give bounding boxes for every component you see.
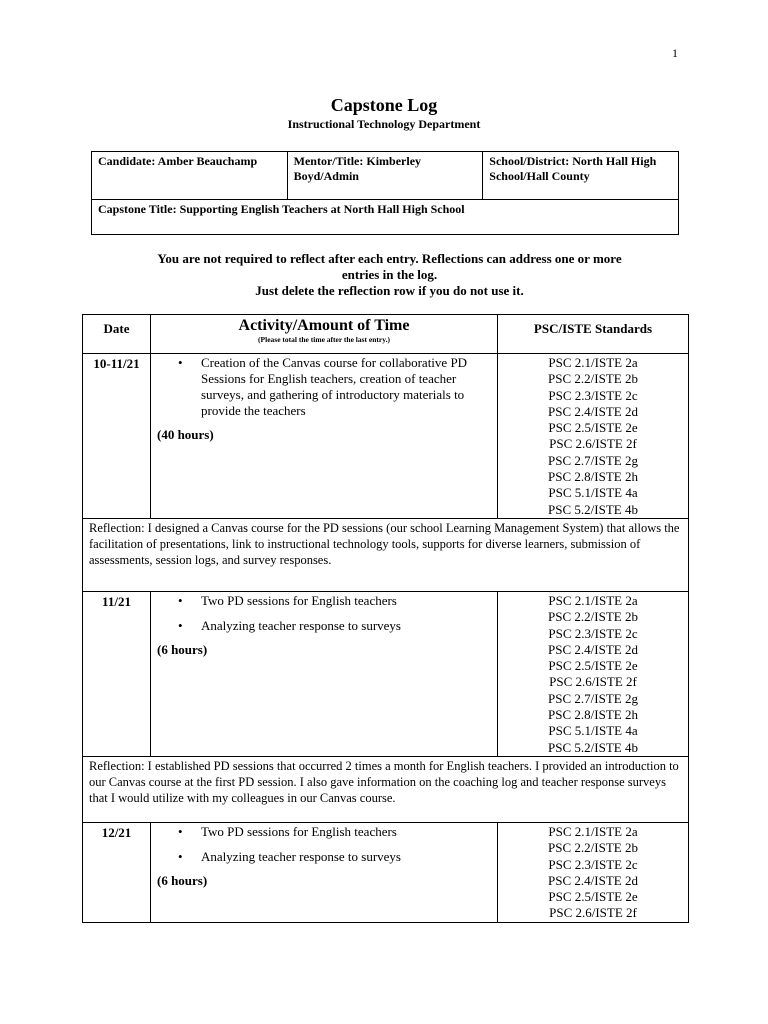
- standard-item: PSC 2.3/ISTE 2c: [548, 625, 638, 641]
- standard-item: PSC 2.5/ISTE 2e: [548, 658, 638, 674]
- log-table: [82, 314, 689, 923]
- activity-item: • Creation of the Canvas course for collaborative PD Sessions for English teachers, creation of teacher surveys, and gathering of introductory materials to provide the teachers: [151, 355, 489, 419]
- activity-item: • Analyzing teacher response to surveys: [151, 618, 489, 634]
- table-row: [83, 591, 689, 756]
- header-activity-note: (Please total the time after the last entry.): [258, 335, 390, 344]
- log-header-row: [83, 315, 689, 354]
- entry-hours: (40 hours): [157, 427, 214, 442]
- standard-item: PSC 2.6/ISTE 2f: [549, 436, 637, 452]
- entry-activity: [151, 822, 498, 922]
- standard-item: PSC 2.3/ISTE 2c: [548, 387, 638, 403]
- reflection-row: [83, 756, 689, 822]
- header-standards: PSC/ISTE Standards: [498, 315, 689, 354]
- table-row: [83, 354, 689, 519]
- page-number: 1: [672, 46, 678, 60]
- activity-item: • Two PD sessions for English teachers: [151, 824, 489, 840]
- entry-hours: (6 hours): [157, 641, 208, 657]
- school-cell: School/District: North Hall High School/Hall County: [483, 152, 679, 200]
- page-title: Capstone Log: [330, 95, 438, 115]
- standard-item: PSC 2.7/ISTE 2g: [548, 452, 638, 468]
- standard-item: PSC 2.7/ISTE 2g: [548, 690, 638, 706]
- mentor-cell: Mentor/Title: Kimberley Boyd/Admin: [287, 152, 483, 200]
- header-date: Date: [83, 315, 151, 354]
- standard-item: PSC 5.1/ISTE 4a: [548, 723, 638, 739]
- header-activity-label: Activity/Amount of Time: [238, 317, 410, 334]
- instructions: [0, 251, 768, 299]
- standard-item: PSC 2.1/ISTE 2a: [548, 823, 638, 839]
- standard-item: PSC 5.1/ISTE 4a: [548, 485, 638, 501]
- standard-item: PSC 2.1/ISTE 2a: [548, 355, 638, 370]
- standard-item: PSC 2.8/ISTE 2h: [548, 469, 638, 485]
- table-row: [83, 822, 689, 922]
- standard-item: PSC 2.4/ISTE 2d: [548, 872, 638, 888]
- page-subtitle: Instructional Technology Department: [287, 117, 481, 131]
- activity-item: • Analyzing teacher response to surveys: [151, 849, 489, 865]
- standard-item: PSC 5.2/ISTE 4b: [548, 501, 638, 517]
- standard-item: PSC 2.4/ISTE 2d: [548, 403, 638, 419]
- entry-date: 10-11/21: [83, 354, 151, 519]
- entry-activity: [151, 591, 498, 756]
- instructions-line-1: You are not required to reflect after each entry. Reflections can address one or more: [157, 251, 622, 266]
- standard-item: PSC 2.4/ISTE 2d: [548, 641, 638, 657]
- candidate-cell: Candidate: Amber Beauchamp: [92, 152, 288, 200]
- activity-item: • Two PD sessions for English teachers: [151, 593, 489, 609]
- entry-activity: [151, 354, 498, 519]
- entry-date: 12/21: [83, 822, 151, 922]
- standard-item: PSC 2.1/ISTE 2a: [548, 592, 638, 608]
- standard-item: PSC 5.2/ISTE 4b: [548, 739, 638, 755]
- instructions-line-3: Just delete the reflection row if you do not use it.: [255, 283, 524, 298]
- standard-item: PSC 2.5/ISTE 2e: [548, 420, 638, 436]
- info-table: [91, 151, 679, 235]
- standard-item: PSC 2.2/ISTE 2b: [548, 371, 638, 387]
- standard-item: PSC 2.8/ISTE 2h: [548, 707, 638, 723]
- standard-item: PSC 2.5/ISTE 2e: [548, 889, 638, 905]
- entry-standards: [498, 822, 689, 922]
- capstone-title-cell: Capstone Title: Supporting English Teachers at North Hall High School: [92, 200, 679, 235]
- standard-item: PSC 2.6/ISTE 2f: [549, 674, 637, 690]
- standard-item: PSC 2.2/ISTE 2b: [548, 840, 638, 856]
- entry-standards: [498, 591, 689, 756]
- entry-date: 11/21: [83, 591, 151, 756]
- reflection-text: Reflection: I designed a Canvas course for the PD sessions (our school Learning Management System) that allows the facilitation of presentations, link to instructional technology tools, supports for diverse learners, submission of assessments, session logs, and survey responses.: [83, 518, 689, 591]
- standard-item: PSC 2.2/ISTE 2b: [548, 609, 638, 625]
- standard-item: PSC 2.3/ISTE 2c: [548, 856, 638, 872]
- entry-hours: (6 hours): [157, 872, 208, 888]
- reflection-row: [83, 518, 689, 591]
- reflection-text: Reflection: I established PD sessions that occurred 2 times a month for English teachers. I provided an introduction to our Canvas course at the first PD session. I also gave information on the coaching log and teacher response surveys that I would utilize with my colleagues in our Canvas course.: [83, 756, 689, 822]
- standard-item: PSC 2.6/ISTE 2f: [549, 905, 637, 921]
- instructions-line-2: entries in the log.: [341, 267, 438, 282]
- header-activity: [151, 315, 498, 354]
- entry-standards: [498, 354, 689, 519]
